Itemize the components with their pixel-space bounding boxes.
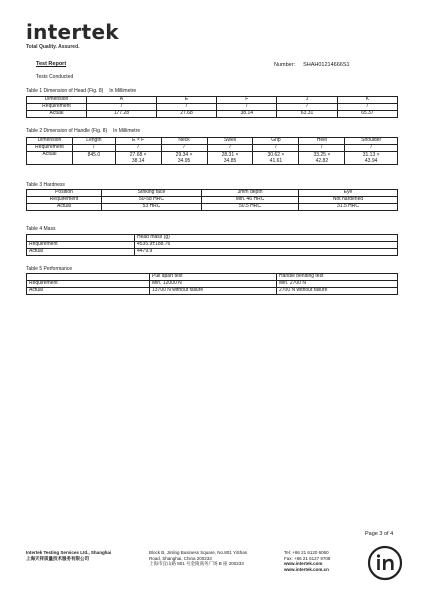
table-cell: / bbox=[87, 104, 157, 111]
table-header-cell: 3mm depth bbox=[202, 190, 299, 197]
table-cell: Actual bbox=[27, 288, 150, 295]
table-row bbox=[27, 242, 398, 249]
table-header-cell: E bbox=[156, 97, 216, 104]
table-cell: / bbox=[337, 104, 397, 111]
table-cell: Actual bbox=[27, 204, 102, 211]
number-value: SHAH01214666S1 bbox=[303, 62, 350, 68]
number-label: Number: bbox=[274, 62, 296, 68]
table-cell: Requirement bbox=[27, 242, 135, 249]
cell-line: 33.25 × bbox=[313, 152, 331, 158]
cell-line: 41.61 bbox=[269, 158, 283, 164]
table-cell: Requirement bbox=[27, 281, 150, 288]
table4-caption: Table 4 Mass bbox=[26, 226, 56, 232]
table-cell: / bbox=[253, 145, 299, 152]
footer-web-cn bbox=[284, 567, 330, 573]
table-cell: Min. 2700 N bbox=[277, 281, 398, 288]
table-header-cell: Neck bbox=[161, 138, 207, 145]
table-cell bbox=[299, 152, 345, 165]
table-row bbox=[27, 138, 398, 145]
table-cell: Min. 12000 N bbox=[150, 281, 277, 288]
website-link[interactable]: www.intertek.com bbox=[284, 561, 323, 566]
address-line: 上海市宜山路 801 号金陵商务广场 B 座 200233 bbox=[149, 561, 244, 566]
table-cell: 31.5 HRC bbox=[299, 204, 398, 211]
table-cell: Actual bbox=[27, 111, 87, 118]
report-number bbox=[274, 62, 350, 68]
table-cell: 65.37 bbox=[337, 111, 397, 118]
cell-line: 43.94 bbox=[364, 158, 378, 164]
footer-contact bbox=[284, 550, 330, 572]
website-link-cn[interactable]: www.intertek.com.cn bbox=[284, 566, 329, 572]
footer-company bbox=[26, 550, 111, 562]
cell-line: 845.0 bbox=[87, 152, 101, 158]
table-header-cell: Head mass (g) bbox=[135, 235, 398, 242]
intertek-logo bbox=[26, 20, 119, 50]
table-row bbox=[27, 274, 398, 281]
table2-title: Table 2 Dimension of Handle (Fig. 8) bbox=[26, 128, 108, 134]
table-cell: / bbox=[115, 145, 161, 152]
table-cell: 50-58 HRC bbox=[102, 197, 202, 204]
report-title: Test Report bbox=[36, 61, 67, 67]
table-header-cell: Dimension bbox=[27, 138, 73, 145]
table-row bbox=[27, 235, 398, 242]
table-cell: Not hardened bbox=[299, 197, 398, 204]
page-number: Page 3 of 4 bbox=[365, 531, 394, 537]
table-row bbox=[27, 249, 398, 256]
table3-hardness bbox=[26, 189, 398, 211]
table-cell: 2700 N without failure bbox=[277, 288, 398, 295]
table-cell: / bbox=[277, 104, 337, 111]
table-header-cell: Position bbox=[27, 190, 102, 197]
table1-unit: In Millimetre bbox=[109, 88, 137, 94]
table-header-cell: F bbox=[217, 97, 277, 104]
table-cell bbox=[345, 152, 398, 165]
table1-head-dimensions bbox=[26, 96, 398, 118]
table-header-cell: Heel bbox=[299, 138, 345, 145]
table-row bbox=[27, 111, 398, 118]
company-name-cn: 上海天祥质量技术服务有限公司 bbox=[26, 556, 89, 561]
table-header-cell: Dimension bbox=[27, 97, 87, 104]
table-header-cell: Pull apart test bbox=[150, 274, 277, 281]
table-row bbox=[27, 104, 398, 111]
address-line: Block B, Jinling Business Square, No.801 YiShan bbox=[149, 550, 248, 555]
table-row bbox=[27, 288, 398, 295]
cell-line: 28.31 × bbox=[221, 152, 239, 158]
table-header-cell: Swell bbox=[207, 138, 253, 145]
table-cell: Requirement bbox=[27, 197, 102, 204]
table-header-cell: Shoulder bbox=[345, 138, 398, 145]
table5-caption: Table 5 Performance bbox=[26, 266, 73, 272]
cell-line: 34.95 bbox=[177, 158, 191, 164]
table-cell: 53 HRC bbox=[102, 204, 202, 211]
table-cell: / bbox=[345, 145, 398, 152]
table-header-cell: A bbox=[87, 97, 157, 104]
table-cell: / bbox=[217, 104, 277, 111]
table-cell: / bbox=[207, 145, 253, 152]
footer-address bbox=[149, 550, 247, 567]
table-row bbox=[27, 145, 398, 152]
table-cell: / bbox=[299, 145, 345, 152]
table-header-cell: Striking face bbox=[102, 190, 202, 197]
logo-tagline: Total Quality. Assured. bbox=[26, 44, 80, 50]
footer-tel: Tel: +86 21 6120 6060 bbox=[284, 550, 329, 555]
table2-handle-dimensions bbox=[26, 137, 398, 165]
table2-unit: In Millimetre bbox=[113, 128, 141, 134]
table-cell: 177.28 bbox=[87, 111, 157, 118]
table-row bbox=[27, 281, 398, 288]
table-row bbox=[27, 152, 398, 165]
table-cell: / bbox=[73, 145, 116, 152]
table-cell: 63.31 bbox=[277, 111, 337, 118]
table3-caption: Table 3 Hardness bbox=[26, 182, 65, 188]
table2-caption bbox=[26, 128, 140, 134]
tests-conducted-label: Tests Conducted bbox=[36, 74, 74, 80]
table-header-cell: J bbox=[277, 97, 337, 104]
table-cell bbox=[253, 152, 299, 165]
table-cell bbox=[161, 152, 207, 165]
table-cell: / bbox=[161, 145, 207, 152]
table-cell: / bbox=[156, 104, 216, 111]
table-header-cell: E × F bbox=[115, 138, 161, 145]
table5-performance bbox=[26, 273, 398, 295]
footer-fax: Fax: +86 21 6127 9708 bbox=[284, 555, 331, 561]
table-cell: Min. 46 HRC bbox=[202, 197, 299, 204]
table-header-cell: Grip bbox=[253, 138, 299, 145]
table1-title: Table 1 Dimension of Head (Fig. 8) bbox=[26, 88, 104, 94]
table-cell: 4535.9±188.76 bbox=[135, 242, 398, 249]
table-cell: Requirement bbox=[27, 145, 73, 152]
cell-line: 31.13 × bbox=[362, 152, 380, 158]
cell-line: 27.68 × bbox=[129, 152, 147, 158]
cell-line: 34.85 bbox=[223, 158, 237, 164]
table-cell: 27.68 bbox=[156, 111, 216, 118]
table-cell: Actual bbox=[27, 249, 135, 256]
table-cell: 50.5 HRC bbox=[202, 204, 299, 211]
cell-line: 30.62 × bbox=[267, 152, 285, 158]
table4-mass bbox=[26, 234, 398, 256]
table1-caption bbox=[26, 88, 136, 94]
cell-line: 38.14 bbox=[131, 158, 145, 164]
table-header-cell: K bbox=[337, 97, 397, 104]
table-header-cell: Length bbox=[73, 138, 116, 145]
table-cell: 13700 N without failure bbox=[150, 288, 277, 295]
logo-wordmark: intertek bbox=[26, 20, 119, 44]
cell-line: 42.82 bbox=[315, 158, 329, 164]
table-row bbox=[27, 97, 398, 104]
table-header-cell: Handle bending test bbox=[277, 274, 398, 281]
cell-line: 29.34 × bbox=[175, 152, 193, 158]
table-cell: Actual bbox=[27, 152, 73, 165]
intertek-badge-icon bbox=[367, 545, 403, 581]
table-cell bbox=[73, 152, 116, 165]
table-cell bbox=[207, 152, 253, 165]
table-cell: 38.14 bbox=[217, 111, 277, 118]
table-cell: 4479.9 bbox=[135, 249, 398, 256]
address-line: Road, Shanghai, China 200233 bbox=[149, 555, 212, 561]
company-name-en: Intertek Testing Services Ltd., Shanghai bbox=[26, 550, 112, 555]
table-row bbox=[27, 204, 398, 211]
table-header-cell: Eye bbox=[299, 190, 398, 197]
table-cell bbox=[115, 152, 161, 165]
table-cell: Requirement bbox=[27, 104, 87, 111]
